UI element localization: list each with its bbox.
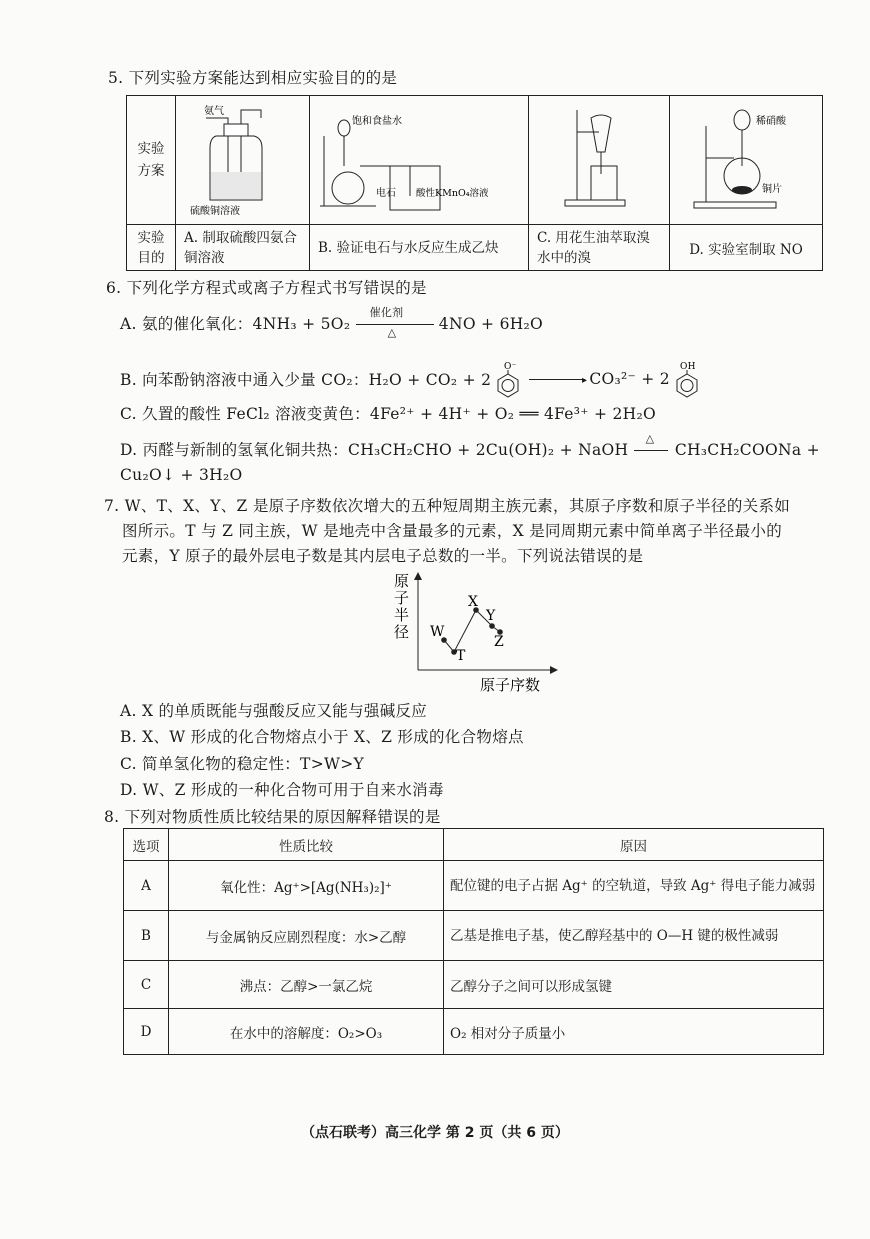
q5-apparatus-c bbox=[529, 96, 670, 225]
q8-stem: 8. 下列对物质性质比较结果的原因解释错误的是 bbox=[104, 808, 441, 826]
graph-ylabel-2: 子 bbox=[394, 589, 410, 607]
svg-text:铜片: 铜片 bbox=[762, 184, 782, 195]
phenol-icon bbox=[670, 360, 704, 398]
q6-option-d: D. 丙醛与新制的氢氧化铜共热：CH₃CH₂CHO + 2Cu(OH)₂ + NaOH △ CH₃CH₂COONa + bbox=[120, 432, 820, 459]
svg-text:稀硝酸: 稀硝酸 bbox=[756, 116, 786, 127]
phenoxide-icon bbox=[491, 360, 525, 398]
q6-option-b: B. 向苯酚钠溶液中通入少量 CO₂：H₂O + CO₂ + 2 O⁻ ▸ CO₃²⁻ + 2 OH bbox=[120, 360, 704, 398]
svg-text:O⁻: O⁻ bbox=[504, 362, 518, 372]
q6-option-c: C. 久置的酸性 FeCl₂ 溶液变黄色：4Fe²⁺ + 4H⁺ + O₂ ══ 4Fe³⁺ + 2H₂O bbox=[120, 405, 657, 423]
graph-ylabel-1: 原 bbox=[394, 572, 410, 590]
q8-header-option: 选项 bbox=[124, 829, 169, 861]
graph-ylabel-3: 半 bbox=[394, 606, 410, 624]
q7-option-d: D. W、Z 形成的一种化合物可用于自来水消毒 bbox=[120, 781, 444, 799]
svg-text:饱和食盐水: 饱和食盐水 bbox=[352, 116, 402, 127]
q5-row2-header: 实验目的 bbox=[127, 225, 176, 271]
svg-text:OH: OH bbox=[679, 362, 696, 372]
graph-ylabel-4: 径 bbox=[394, 623, 410, 641]
q5-apparatus-a bbox=[176, 96, 310, 225]
q5-option-b: B. 验证电石与水反应生成乙炔 bbox=[310, 225, 529, 271]
graph-point-z: Z bbox=[494, 634, 504, 650]
graph-point-y: Y bbox=[486, 608, 496, 624]
a-liquid-label: 硫酸铜溶液 bbox=[190, 206, 240, 217]
table-row: D 在水中的溶解度：O₂>O₃ O₂ 相对分子质量小 bbox=[124, 1009, 824, 1055]
q6-option-d-line2: Cu₂O↓ + 3H₂O bbox=[120, 466, 243, 484]
table-row: B 与金属钠反应剧烈程度：水>乙醇 乙基是推电子基，使乙醇羟基中的 O—H 键的极性减弱 bbox=[124, 911, 824, 961]
graph-xlabel: 原子序数 bbox=[480, 676, 541, 694]
graph-point-w: W bbox=[430, 624, 445, 640]
q7-graph bbox=[390, 570, 560, 699]
q7-option-b: B. X、W 形成的化合物熔点小于 X、Z 形成的化合物熔点 bbox=[120, 728, 524, 746]
q6-stem: 6. 下列化学方程式或离子方程式书写错误的是 bbox=[106, 279, 427, 297]
svg-text:酸性KMnO₄溶液: 酸性KMnO₄溶液 bbox=[416, 188, 489, 199]
q5-row1-header: 实验方案 bbox=[127, 96, 176, 225]
graph-point-t: T bbox=[456, 648, 466, 664]
graph-point-x: X bbox=[468, 594, 478, 610]
q5-stem: 5. 下列实验方案能达到相应实验目的的是 bbox=[108, 69, 398, 87]
page-footer: （点石联考）高三化学 第 2 页（共 6 页） bbox=[301, 1125, 569, 1141]
q7-stem: 7. W、T、X、Y、Z 是原子序数依次增大的五种短周期主族元素，其原子序数和原子半径的关系如 图所示。T 与 Z 同主族，W 是地壳中含量最多的元素，X 是同周期元素中简单离子半径最小的 元素，Y 原子的最外层电子数是其内层电子总数的一半。下列说法错误的是 bbox=[104, 497, 791, 565]
q5-apparatus-b bbox=[310, 96, 529, 225]
q8-table bbox=[123, 828, 824, 1055]
a-gas-label: 氨气 bbox=[204, 106, 224, 117]
q5-table bbox=[126, 95, 823, 271]
q8-header-comparison: 性质比较 bbox=[169, 829, 444, 861]
q5-apparatus-d bbox=[670, 96, 823, 225]
svg-text:电石: 电石 bbox=[376, 188, 396, 199]
q7-option-c: C. 简单氢化物的稳定性：T>W>Y bbox=[120, 755, 365, 773]
q6-option-a: A. 氨的催化氧化：4NH₃ + 5O₂ 催化剂 △ 4NO + 6H₂O bbox=[120, 306, 544, 339]
q5-option-d: D. 实验室制取 NO bbox=[670, 225, 823, 271]
q5-option-c: C. 用花生油萃取溴水中的溴 bbox=[529, 225, 670, 271]
table-row: C 沸点：乙醇>一氯乙烷 乙醇分子之间可以形成氢键 bbox=[124, 961, 824, 1009]
q5-option-a: A. 制取硫酸四氨合铜溶液 bbox=[176, 225, 310, 271]
q7-option-a: A. X 的单质既能与强酸反应又能与强碱反应 bbox=[120, 702, 428, 720]
table-row: A 氧化性：Ag⁺>[Ag(NH₃)₂]⁺ 配位键的电子占据 Ag⁺ 的空轨道，导致 Ag⁺ 得电子能力减弱 bbox=[124, 861, 824, 911]
q8-header-reason: 原因 bbox=[444, 829, 824, 861]
